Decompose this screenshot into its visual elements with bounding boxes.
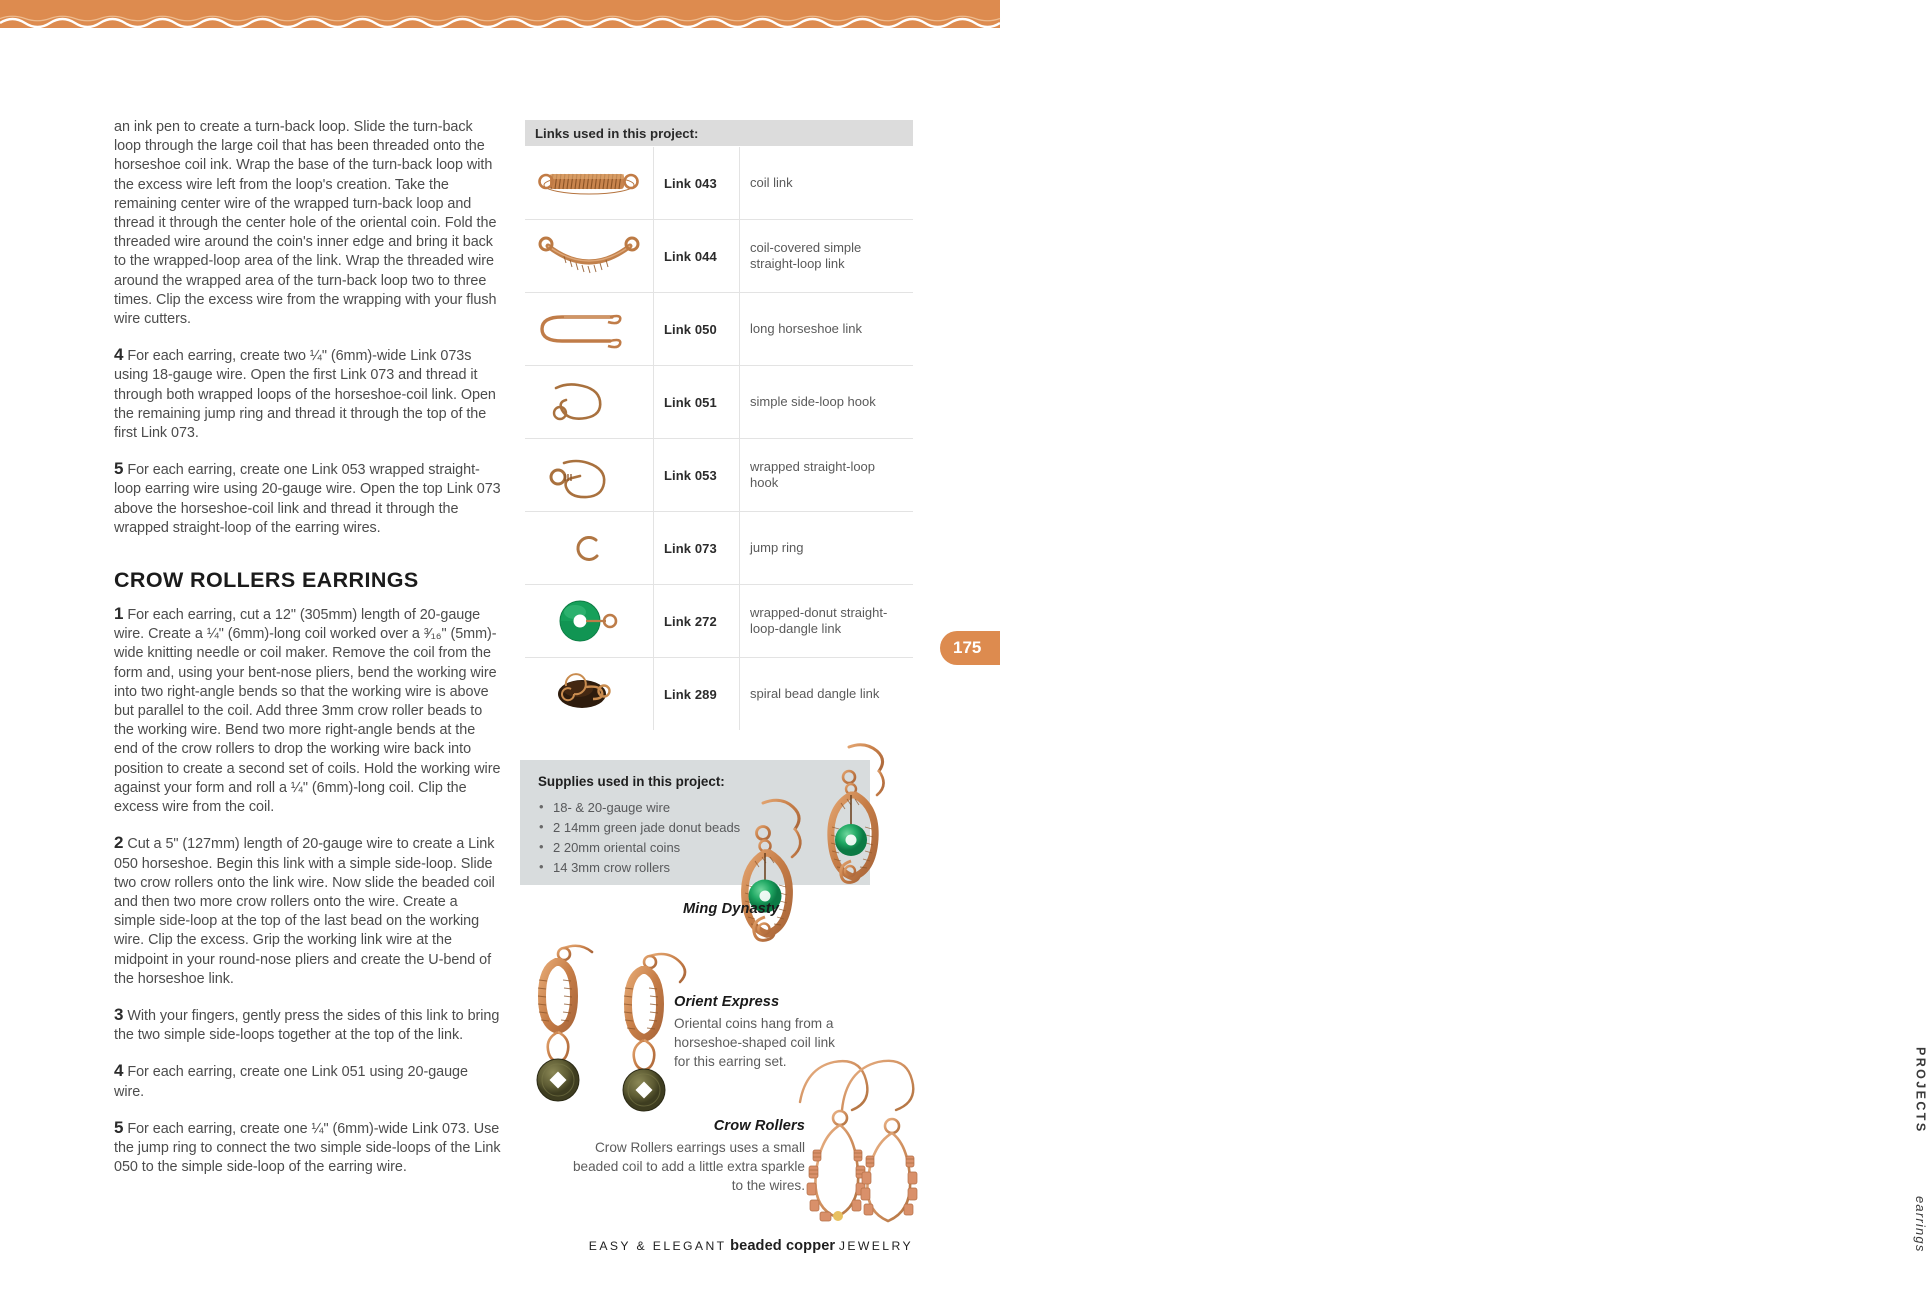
step-text: For each earring, cut a 12" (305mm) length of 20-gauge wire. Create a ¼" (6mm)-long coil worked over a ³⁄₁₆" (5mm)-wide knitting needle or coil maker. Remove the coil from the form and, using your bent-nose pliers, bend the working wire into two right-angle bends so that the working wire is above but parallel to the coil. Add three 3mm crow roller beads to the working wire. Bend two more right-angle bends at the end of the crow rollers to drop the working wire back into position to create a second set of coils. Hold the working wire against your form and roll a ¼" (6mm)-long coil. Clip the excess wire from the coil. <box>114 607 501 816</box>
section-heading: CROW ROLLERS EARRINGS <box>114 568 419 593</box>
list-item: • 2 20mm oriental coins <box>538 838 870 858</box>
supplies-heading: Supplies used in this project: <box>538 774 725 789</box>
links-used-table <box>525 120 913 730</box>
step-text: For each earring, create one Link 051 using 20-gauge wire. <box>114 1064 468 1100</box>
caption-title: Ming Dynasty <box>683 901 780 917</box>
scallop-wave-icon <box>0 14 1000 28</box>
intro-paragraph: an ink pen to create a turn-back loop. Slide the turn-back loop through the large coil that has been threaded onto the horseshoe coil ink. Wrap the base of the turn-back loop with the excess wire left from the loop's creation. Take the remaining center wire of the wrapped turn-back loop and thread it through the center hole of the oriental coin. Fold the threaded wire around the coin's inner edge and bring it back to the wrapped-loop area of the link. Wrap the threaded wire around the wrapped area of the turn-back loop two to three times. Clip the excess wire from the wrapping with your flush wire cutters. <box>114 119 497 328</box>
spiral-bead-dangle-photo <box>525 658 654 730</box>
table-row <box>525 366 913 439</box>
wrapped-straight-loop-hook-photo <box>525 439 654 511</box>
table-row <box>525 512 913 585</box>
table-row <box>525 293 913 366</box>
step-text: For each earring, create two ¼" (6mm)-wide Link 073s using 18-gauge wire. Open the first Link 073 and thread it through both wrapped loops of the horseshoe-coil link. Open the remaining jump ring and thread it through the top of the first Link 073. <box>114 348 496 442</box>
link-code: Link 051 <box>654 366 740 438</box>
coil-link-photo <box>525 147 654 219</box>
link-code: Link 073 <box>654 512 740 584</box>
caption-title: Crow Rollers <box>713 1118 805 1134</box>
list-item: • 14 3mm crow rollers <box>538 858 870 878</box>
step-text: With your fingers, gently press the sides of this link to bring the two simple side-loops together at the top of the link. <box>114 1007 500 1044</box>
list-item: • 2 14mm green jade donut beads <box>538 818 870 838</box>
caption-body: Crow Rollers earrings uses a small beaded coil to add a little extra sparkle to the wires. <box>573 1140 805 1193</box>
link-description: wrapped straight-loop hook <box>750 458 876 490</box>
link-description: jump ring <box>750 539 804 555</box>
table-row <box>525 220 913 293</box>
caption-orient-express <box>674 994 854 1071</box>
step-paragraph <box>114 459 502 538</box>
link-code: Link 043 <box>654 147 740 219</box>
step-number: 3 <box>114 1004 124 1024</box>
link-code: Link 289 <box>654 658 740 730</box>
footer-suffix: JEWELRY <box>838 1239 913 1253</box>
step-number: 1 <box>114 604 124 624</box>
ming-dynasty-earrings-photo <box>735 735 950 950</box>
step-number: 2 <box>114 833 124 853</box>
simple-side-loop-hook-photo <box>525 366 654 438</box>
table-row <box>525 147 913 220</box>
side-tab-chapter-label: earrings <box>1913 1196 1928 1253</box>
footer-prefix: EASY & ELEGANT <box>588 1239 727 1253</box>
link-description: simple side-loop hook <box>750 393 876 409</box>
step-paragraph <box>114 604 502 817</box>
footer <box>0 1238 913 1254</box>
step-text: For each earring, create one Link 053 wrapped straight-loop earring wire using 20-gauge wire. Open the top Link 073 above the horseshoe-coil link and thread it through the wrapped straight-loop of the earring wires. <box>114 462 501 536</box>
link-description: coil-covered simple straight-loop link <box>750 239 862 271</box>
top-decorative-band <box>0 0 1000 28</box>
links-table-header: Links used in this project: <box>525 120 913 146</box>
footer-brand: beaded copper <box>730 1238 836 1254</box>
caption-body: Oriental coins hang from a horseshoe-shaped coil link for this earring set. <box>674 1016 835 1069</box>
caption-crow-rollers <box>560 1118 805 1195</box>
step-paragraph <box>114 1005 502 1045</box>
page-number-badge: 175 <box>940 631 1000 665</box>
link-description: coil link <box>750 174 793 190</box>
link-code: Link 053 <box>654 439 740 511</box>
jump-ring-photo <box>525 512 654 584</box>
step-paragraph <box>114 1061 502 1101</box>
link-description: wrapped-donut straight-loop-dangle link <box>750 604 888 636</box>
table-row <box>525 658 913 730</box>
step-text: For each earring, create one ¼" (6mm)-wide Link 073. Use the jump ring to connect the two simple side-loops of the Link 050 to the simple side-loop of the earring wire. <box>114 1120 501 1176</box>
step-number: 5 <box>114 1117 124 1137</box>
step-text: Cut a 5" (127mm) length of 20-gauge wire to create a Link 050 horseshoe. Begin this link with a simple side-loop. Slide two crow rollers onto the link wire. Now slide the beaded coil and then two more crow rollers onto the wire. Create a simple side-loop at the top of the last bead on the working wire. Clip the excess. Grip the working link wire at the midpoint in your round-nose pliers and create the U-bend of the horseshoe link. <box>114 836 495 987</box>
list-item: • 18- & 20-gauge wire <box>538 798 870 818</box>
link-code: Link 044 <box>654 220 740 292</box>
step-number: 4 <box>114 1061 124 1081</box>
step-number: 5 <box>114 459 124 479</box>
table-row <box>525 585 913 658</box>
table-row <box>525 439 913 512</box>
caption-title: Orient Express <box>674 994 780 1010</box>
link-code: Link 050 <box>654 293 740 365</box>
step-paragraph <box>114 833 502 989</box>
side-tab-section-label: PROJECTS <box>1913 1047 1928 1134</box>
link-description: spiral bead dangle link <box>750 685 880 701</box>
links-table-body <box>525 146 913 730</box>
link-description: long horseshoe link <box>750 320 863 336</box>
step-number: 4 <box>114 345 124 365</box>
wrapped-donut-dangle-photo <box>525 585 654 657</box>
long-horseshoe-photo <box>525 293 654 365</box>
link-code: Link 272 <box>654 585 740 657</box>
coil-covered-straight-loop-photo <box>525 220 654 292</box>
step-paragraph <box>114 1118 502 1178</box>
step-paragraph <box>114 345 502 443</box>
instructions-column <box>114 118 502 1193</box>
caption-ming-dynasty <box>683 901 779 917</box>
